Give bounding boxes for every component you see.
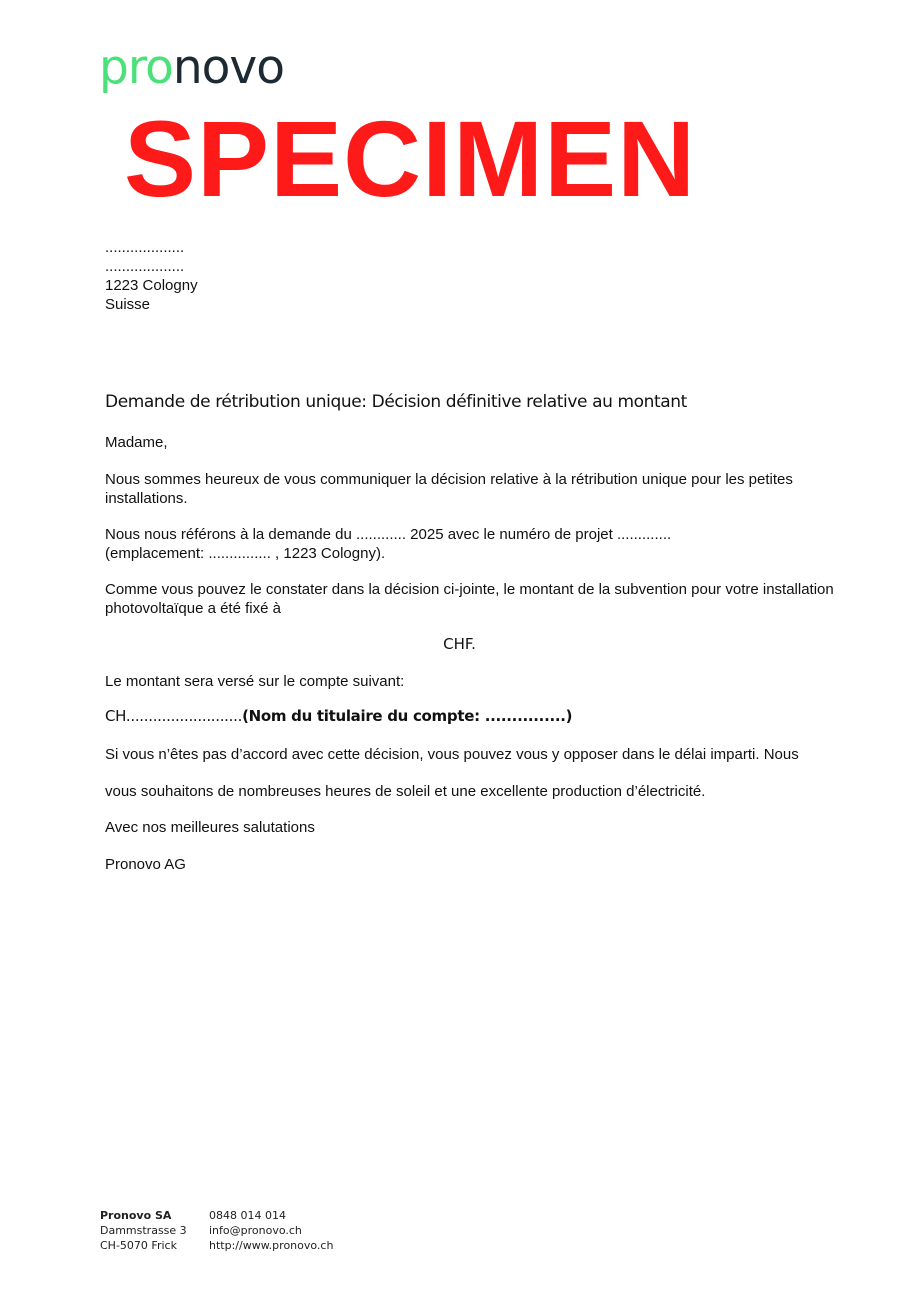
closing: Avec nos meilleures salutations [105,819,315,836]
paragraph-intro: Nous sommes heureux de vous communiquer la décision relative à la rétribution unique pour les petites installations. [105,471,793,507]
paragraph-reference [105,525,845,563]
reference-line-1: Nous nous référons à la demande du ............ 2025 avec le numéro de projet ............. [105,526,672,543]
paragraph-wishes: vous souhaitons de nombreuses heures de soleil et une excellente production d’électricité. [105,783,706,800]
logo-part-pro: pro [99,40,173,95]
recipient-address [105,238,198,314]
account-holder: (Nom du titulaire du compte: ...............) [242,707,573,725]
paragraph-amount-intro: Comme vous pouvez le constater dans la décision ci-jointe, le montant de la subvention pour votre installation photovoltaïque a été fixé à [105,581,834,617]
footer-phone: 0848 014 014 [209,1209,286,1222]
address-line-1: ................... [105,239,185,256]
footer-website: http://www.pronovo.ch [209,1239,334,1252]
footer-address [100,1208,187,1253]
address-line-2: ................... [105,258,185,275]
account-line [105,707,572,725]
signature: Pronovo AG [105,856,186,873]
amount-chf: CHF. [443,635,476,653]
logo-part-novo: novo [172,40,285,95]
footer-company: Pronovo SA [100,1209,172,1222]
salutation: Madame, [105,434,168,451]
account-number: CH.......................... [105,707,243,725]
address-line-4: Suisse [105,296,151,313]
footer-email: info@pronovo.ch [209,1224,302,1237]
footer-city: CH-5070 Frick [100,1239,177,1252]
footer-contact [209,1208,333,1253]
address-line-3: 1223 Cologny [105,277,198,294]
specimen-stamp: SPECIMEN [124,98,697,219]
paragraph-account-intro: Le montant sera versé sur le compte suivant: [105,673,405,690]
pronovo-logo [99,40,285,95]
reference-line-2: (emplacement: ............... , 1223 Cologny). [105,545,386,562]
footer-street: Dammstrasse 3 [100,1224,187,1237]
letter-subject: Demande de rétribution unique: Décision définitive relative au montant [105,392,687,412]
paragraph-objection: Si vous n’êtes pas d’accord avec cette décision, vous pouvez vous y opposer dans le délai imparti. Nous [105,746,799,763]
